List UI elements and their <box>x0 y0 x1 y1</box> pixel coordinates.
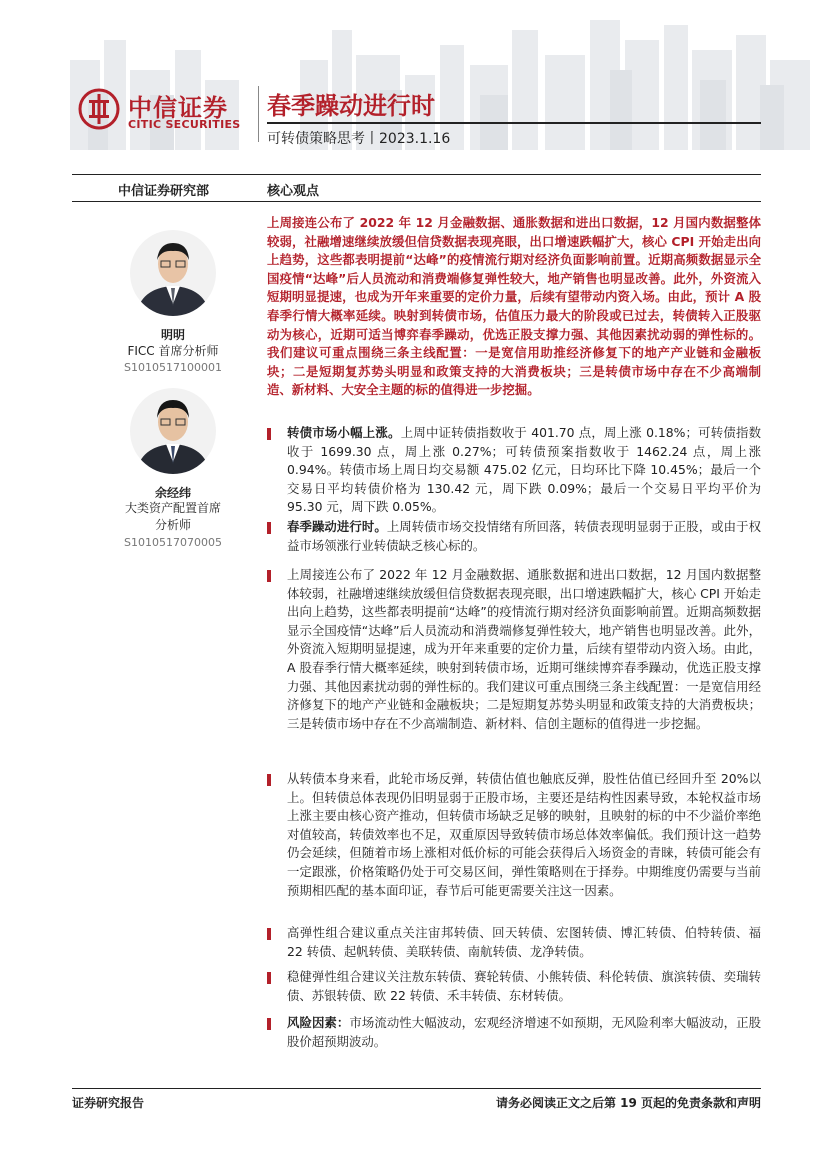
section-bottom-rule <box>72 201 761 202</box>
bullet-lead: 转债市场小幅上涨。 <box>287 425 401 440</box>
report-title: 春季躁动进行时 <box>267 92 435 120</box>
citic-logo-icon <box>78 88 120 130</box>
brand-name-en: CITIC SECURITIES <box>128 118 241 131</box>
bullet-text: 上周接连公布了 2022 年 12 月金融数据、通胀数据和进出口数据，12 月国内数据整体较弱，社融增速继续放缓但信贷数据表现亮眼，出口增速跌幅扩大，核心 CPI 开始走出向上趋势，这些都表明提前“达峰”的疫情流行期对经济负面影响前置。近期高频数据显示全国疫情“达峰”后人员流动和消费端修复弹性较大，地产销售也明显改善。此外，外资流入短期明显提速，成为开年来重要的定价力量，后续有望带动内资入场。由此，A 股春季行情大概率延续，映射到转债市场，近期可继续博弈春季躁动，优选正股支撑力强、其他因素扰动弱的弹性标的。我们建议可重点围绕三条主线配置：一是宽信用经济修复下的地产产业链和金融板块；二是短期复苏势头明显和政策支持的大消费板块；三是转债市场中存在不少高端制造、新材料、信创主题标的值得进一步挖掘。 <box>287 567 761 731</box>
bullet-item <box>267 424 761 517</box>
department-name: 中信证券研究部 <box>118 184 210 199</box>
bullet-text: 高弹性组合建议重点关注宙邦转债、回天转债、宏图转债、博汇转债、伯特转债、福 22 转债、起帆转债、美联转债、南航转债、龙净转债。 <box>287 925 761 959</box>
bullet-text: 上周中证转债指数收于 401.70 点，周上涨 0.18%；可转债指数收于 1699.30 点，周上涨 0.27%；可转债预案指数收于 1462.24 点，周上涨 0.94%。转债市场上周日均交易额 475.02 亿元，日均环比下降 10.45%；最后一个交易日平均转债价格为 130.42 元，周下跌 0.09%；最后一个交易日平均平价为 95.30 元，周下跌 0.05%。 <box>287 425 761 515</box>
brand-name-cn: 中信证券 <box>128 94 228 122</box>
bullet-item <box>267 1014 761 1051</box>
report-subtitle: 可转债策略思考丨2023.1.16 <box>267 131 451 147</box>
bullet-item <box>267 968 761 1005</box>
analyst-cert-1: S1010517100001 <box>124 361 222 374</box>
bullet-item <box>267 518 761 555</box>
bullet-marker <box>267 928 271 940</box>
bullet-marker <box>267 774 271 786</box>
footer-report-type: 证券研究报告 <box>72 1096 145 1110</box>
bullet-item <box>267 566 761 733</box>
bullet-marker <box>267 522 271 534</box>
analyst-name-1: 明明 <box>160 328 185 342</box>
bullet-text: 市场流动性大幅波动，宏观经济增速不如预期，无风险利率大幅波动，正股股价超预期波动。 <box>287 1015 762 1049</box>
analyst-photo-1 <box>130 230 216 316</box>
bullet-item <box>267 924 761 961</box>
bullet-marker <box>267 428 271 440</box>
bullet-text: 上周转债市场交投情绪有所回落，转债表现明显弱于正股，或由于权益市场领涨行业转债缺乏核心标的。 <box>287 519 762 553</box>
bullet-lead: 春季躁动进行时。 <box>287 519 387 534</box>
bullet-marker <box>267 1018 271 1030</box>
footer-disclaimer: 请务必阅读正文之后第 19 页起的免责条款和声明 <box>495 1096 761 1110</box>
bullet-item <box>267 770 761 900</box>
bullet-text: 稳健弹性组合建议关注敖东转债、赛轮转债、小熊转债、科伦转债、旗滨转债、奕瑞转债、苏银转债、欧 22 转债、禾丰转债、东材转债。 <box>287 969 761 1003</box>
analyst-title-2-line2: 分析师 <box>154 518 191 532</box>
analyst-photo-2 <box>130 388 216 474</box>
core-summary: 上周接连公布了 2022 年 12 月金融数据、通胀数据和进出口数据，12 月国内数据整体较弱，社融增速继续放缓但信贷数据表现亮眼，出口增速跌幅扩大，核心 CPI 开始走出向上趋势，这些都表明提前“达峰”的疫情流行期对经济负面影响前置。近期高频数据显示全国疫情“达峰”后人员流动和消费端修复弹性较大，地产销售也明显改善。此外，外资流入短期明显提速，也成为开年来重要的定价力量，后续有望带动内资入场。由此，预计 A 股春季行情大概率延续。映射到转债市场，估值压力最大的阶段或已过去，转债转入正股驱动为核心，近期可适当博弈春季躁动，优选正股支撑力强、其他因素扰动弱的弹性标的。我们建议可重点围绕三条主线配置：一是宽信用助推经济修复下的地产产业链和金融板块；二是短期复苏势头明显和政策支持的大消费板块；三是转债市场中存在不少高端制造、新材料、大安全主题的标的值得进一步挖掘。 <box>267 215 761 398</box>
header-divider <box>258 86 259 142</box>
bullet-marker <box>267 972 271 984</box>
footer-rule <box>72 1088 761 1089</box>
bullet-marker <box>267 570 271 582</box>
core-view-label: 核心观点 <box>267 184 320 199</box>
analyst-title-2-line1: 大类资产配置首席 <box>124 501 221 515</box>
analyst-cert-2: S1010517070005 <box>124 536 222 549</box>
analyst-name-2: 余经纬 <box>154 486 191 500</box>
analyst-title-1: FICC 首席分析师 <box>127 344 219 358</box>
title-rule <box>267 122 761 124</box>
section-top-rule <box>72 174 761 175</box>
bullet-lead: 风险因素： <box>287 1015 350 1030</box>
bullet-text: 从转债本身来看，此轮市场反弹，转债估值也触底反弹，股性估值已经回升至 20%以上。但转债总体表现仍旧明显弱于正股市场，主要还是结构性因素导致，本轮权益市场上涨主要由核心资产推动，但转债市场缺乏足够的映射，且映射的标的中不少溢价率绝对值较高，转债效率也不足，双重原因导致转债市场总体效率偏低。我们预计这一趋势仍会延续，但随着市场上涨相对低价标的可能会获得后入场资金的青睐，转债可能会有一定跟涨，价格策略仍处于可交易区间，弹性策略则在于择券。中期维度仍需要与当前预期相匹配的基本面印证，春节后可能更需要关注这一因素。 <box>287 771 761 898</box>
